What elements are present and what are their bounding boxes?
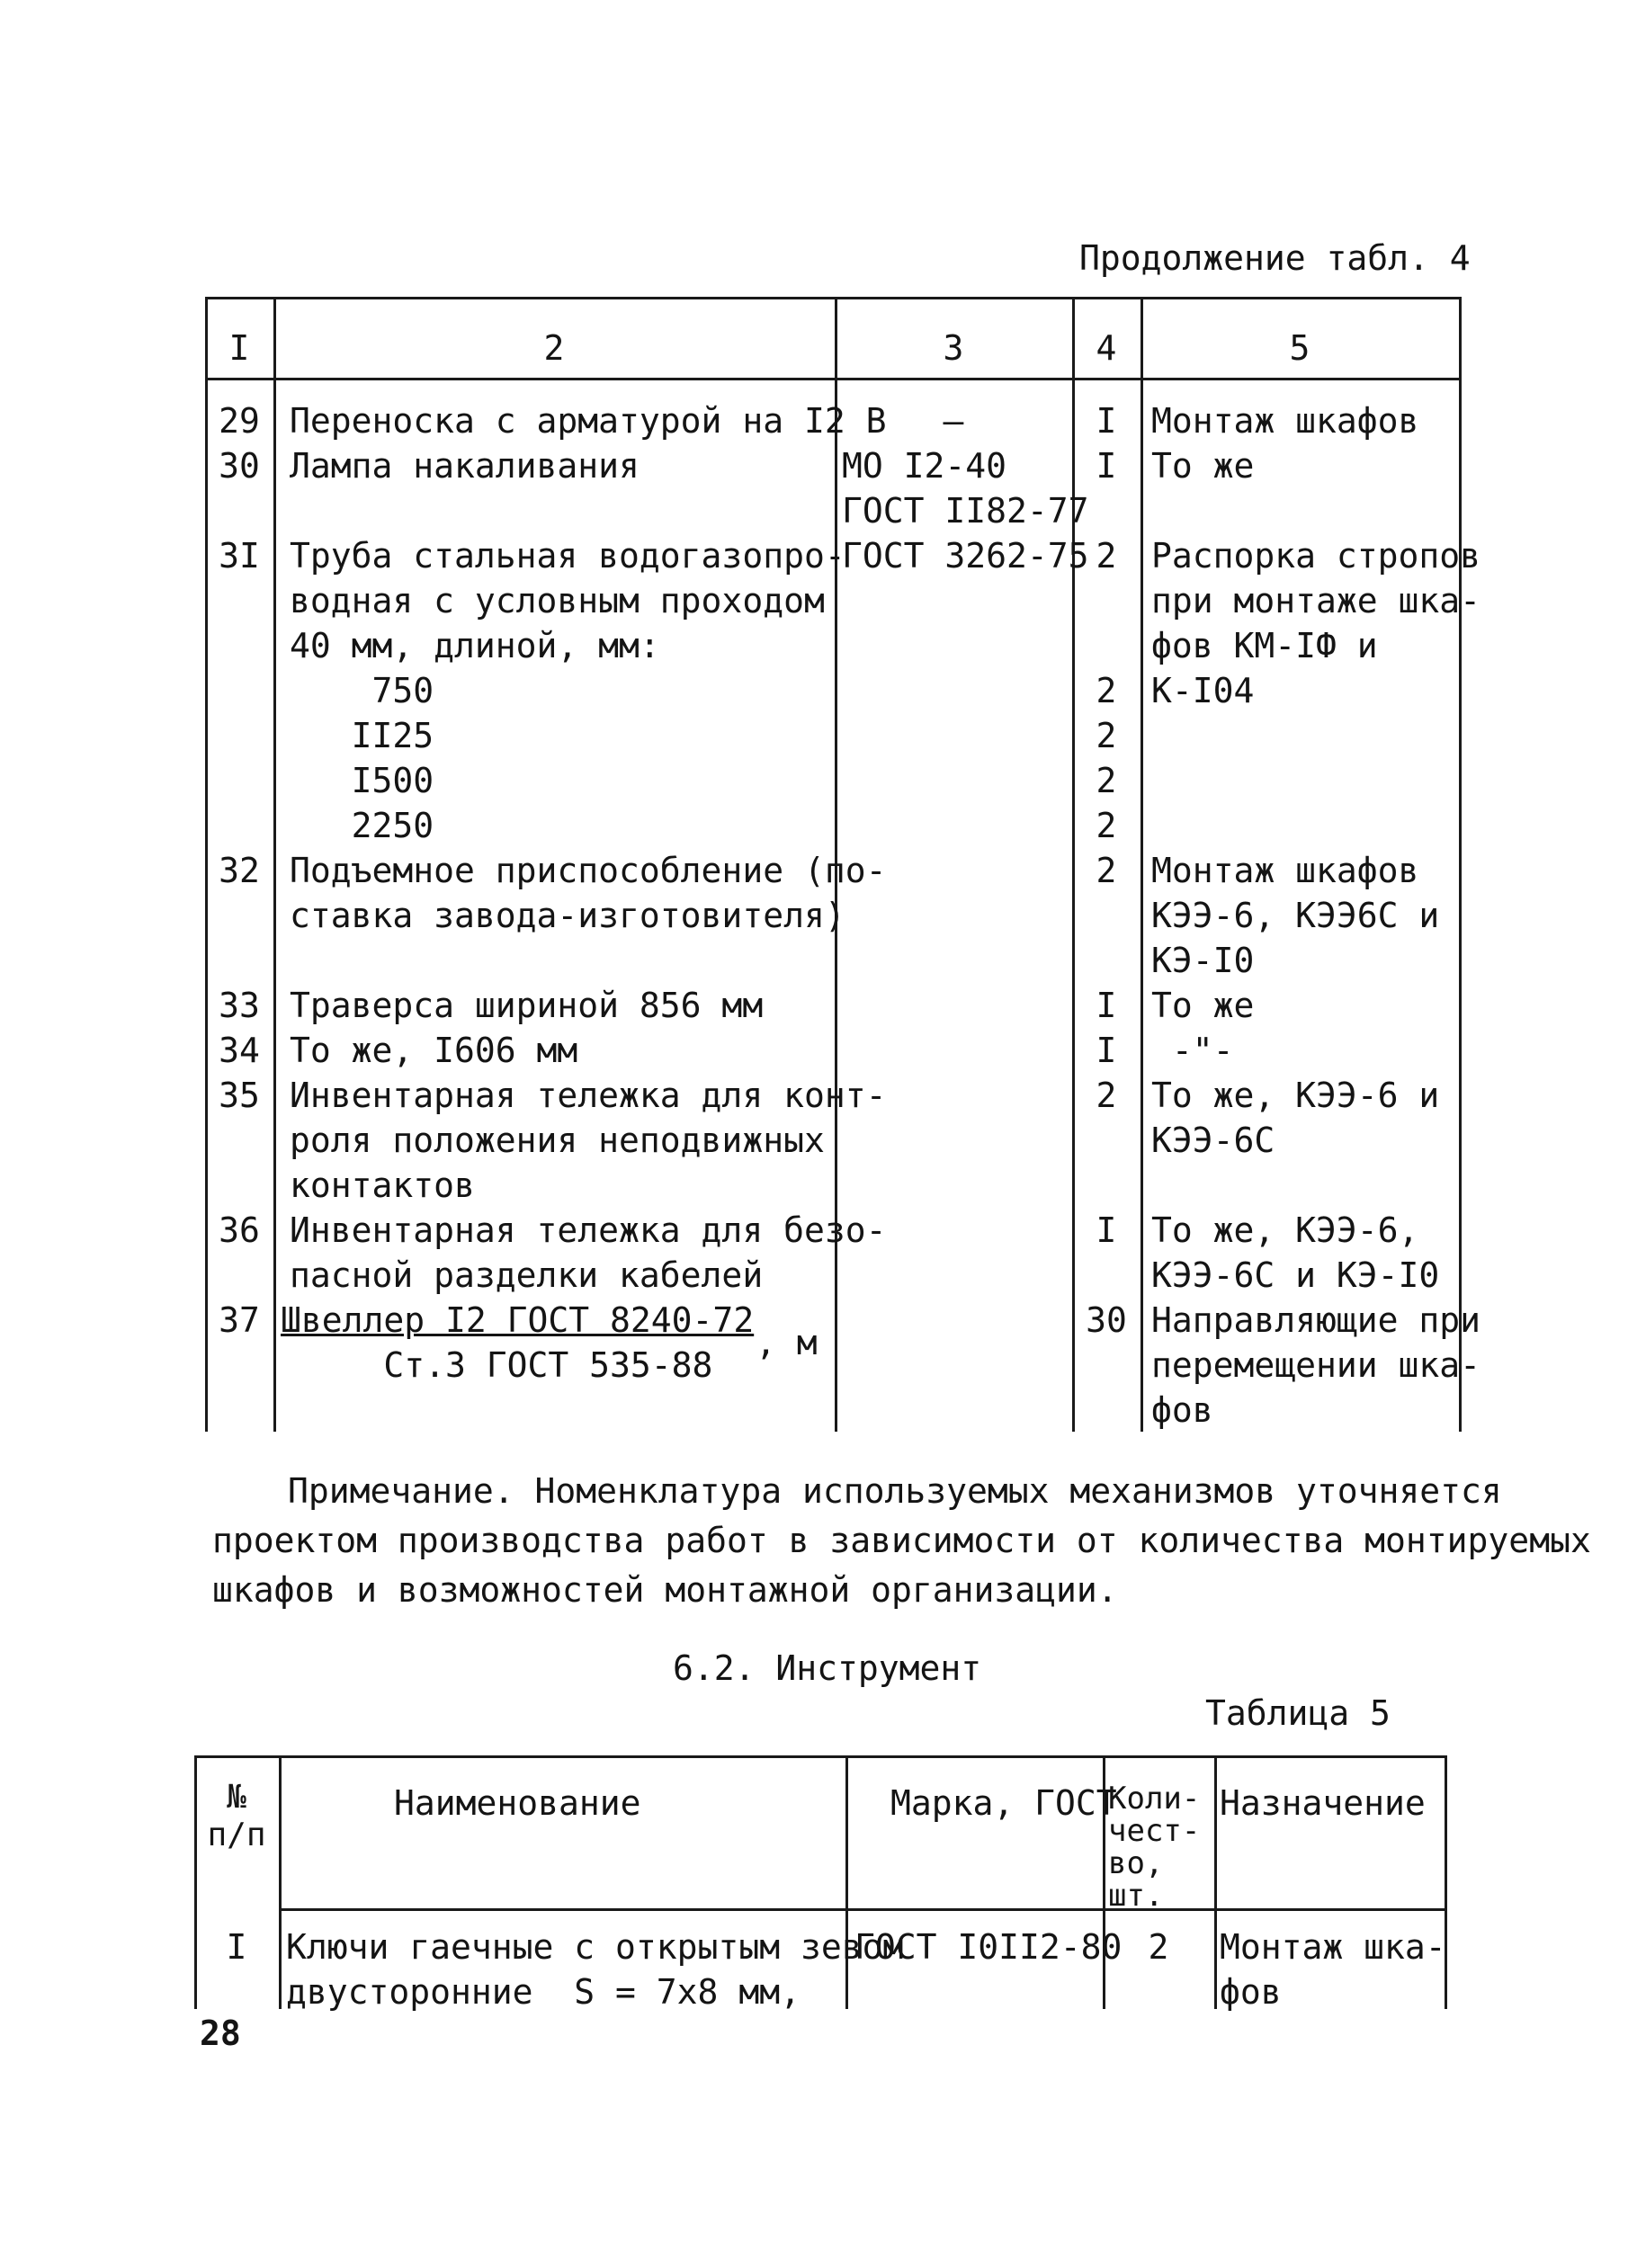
table4-col-divider xyxy=(273,297,276,1432)
table4-row-name: II25 xyxy=(290,716,434,755)
table5-row-mark: ГОСТ I0II2-80 xyxy=(854,1927,1123,1967)
table4-row-qty: 2 xyxy=(1096,806,1117,845)
table4-row-name: 2250 xyxy=(290,806,434,845)
table5-row-purpose: Монтаж шка- xyxy=(1220,1927,1446,1967)
table4-top-border xyxy=(205,297,1461,299)
table4-header-bottom-border xyxy=(205,378,1461,380)
table4-col-divider xyxy=(1459,297,1462,1432)
table5-row-purpose: фов xyxy=(1220,1972,1282,2012)
table4-row-purpose: перемещении шка- xyxy=(1151,1345,1481,1385)
table4-row-number: 29 xyxy=(219,401,260,441)
table5-row-qty: 2 xyxy=(1148,1927,1169,1967)
table4-row-name: I500 xyxy=(290,761,434,800)
table5-header-qty: Коли- чест- во, шт. xyxy=(1108,1781,1201,1914)
table4-row-name: 40 мм, длиной, мм: xyxy=(290,626,660,665)
table4-row-name: 750 xyxy=(290,671,434,710)
table4-row-purpose: Монтаж шкафов xyxy=(1151,401,1419,441)
note-line: шкафов и возможностей монтажной организации. xyxy=(212,1570,1118,1610)
table4-row-number: 34 xyxy=(219,1031,260,1070)
table4-row-number: 35 xyxy=(219,1076,260,1115)
table4-row-qty: I xyxy=(1096,401,1117,441)
table4-row-number: 33 xyxy=(219,986,260,1025)
note-line: проектом производства работ в зависимости от количества монтируемых xyxy=(212,1521,1591,1560)
table4-row-purpose: То же xyxy=(1151,446,1255,486)
table5-header-purpose: Назначение xyxy=(1220,1783,1426,1823)
table4-row-mark: МО I2-40 xyxy=(842,446,1007,486)
table4-row-number: 30 xyxy=(219,446,260,486)
table4-row-name: пасной разделки кабелей xyxy=(290,1255,764,1295)
table4-row-name: Инвентарная тележка для безо- xyxy=(290,1210,887,1250)
table4-row-purpose: фов КМ-IФ и xyxy=(1151,626,1378,665)
table4-row-qty: 30 xyxy=(1086,1300,1127,1340)
table4-row-name: Ст.3 ГОСТ 535-88 xyxy=(281,1345,713,1385)
table4-row-purpose: КЭ-I0 xyxy=(1151,941,1255,980)
table4-row-qty: I xyxy=(1096,986,1117,1025)
table4-row-purpose: при монтаже шка- xyxy=(1151,581,1481,621)
table5-col-divider xyxy=(279,1755,282,2009)
table4-row-purpose: Монтаж шкафов xyxy=(1151,851,1419,890)
table4-row-purpose: КЭЭ-6С и КЭ-I0 xyxy=(1151,1255,1440,1295)
table4-row-purpose: То же, КЭЭ-6 и xyxy=(1151,1076,1440,1115)
table5-top-border xyxy=(194,1755,1446,1758)
table4-row-purpose: То же, КЭЭ-6, xyxy=(1151,1210,1419,1250)
table5-col-divider xyxy=(1445,1755,1447,2009)
table4-header-5: 5 xyxy=(1289,328,1310,368)
table4-header-3: 3 xyxy=(943,328,964,368)
table4-row-name: роля положения неподвижных xyxy=(290,1121,825,1160)
table5-row-name: Ключи гаечные с открытым зевом xyxy=(286,1927,904,1967)
table4-row-number: 3I xyxy=(219,536,260,576)
table4-row-name: водная с условным проходом xyxy=(290,581,825,621)
table4-row-qty: 2 xyxy=(1096,671,1117,710)
table4-row-number: 37 xyxy=(219,1300,260,1340)
table4-row-purpose: КЭЭ-6, КЭЭ6С и xyxy=(1151,896,1440,935)
table4-row-name: Траверса шириной 856 мм xyxy=(290,986,764,1025)
table4-row-purpose: То же xyxy=(1151,986,1255,1025)
table4-row-mark: ГОСТ II82-77 xyxy=(842,491,1089,531)
table5-col-divider xyxy=(845,1755,848,2009)
table4-row-purpose: Направляющие при xyxy=(1151,1300,1481,1340)
table4-row-name-unit: , м xyxy=(756,1323,818,1362)
table4-row-qty: 2 xyxy=(1096,851,1117,890)
table4-row-qty: 2 xyxy=(1096,536,1117,576)
table5-row-number: I xyxy=(226,1927,247,1967)
table4-row-qty: I xyxy=(1096,1210,1117,1250)
table4-row-mark: — xyxy=(943,401,964,441)
continuation-label: Продолжение табл. 4 xyxy=(1079,238,1471,278)
table4-row-name: контактов xyxy=(290,1165,475,1205)
table4-row-number: 32 xyxy=(219,851,260,890)
table4-row-name: Подъемное приспособление (по- xyxy=(290,851,887,890)
table4-row-qty: 2 xyxy=(1096,1076,1117,1115)
table4-row-name: То же, I606 мм xyxy=(290,1031,578,1070)
table4-row-mark: ГОСТ 3262-75 xyxy=(842,536,1089,576)
table4-col-divider xyxy=(1141,297,1143,1432)
table4-row-name: Труба стальная водогазопро- xyxy=(290,536,845,576)
table5-row-name: двусторонние S = 7х8 мм, xyxy=(286,1972,801,2012)
table4-row-purpose: фов xyxy=(1151,1390,1213,1430)
table4-row-purpose: КЭЭ-6С xyxy=(1151,1121,1275,1160)
table5-header-mark: Марка, ГОСТ xyxy=(890,1783,1117,1823)
table4-row-qty: I xyxy=(1096,446,1117,486)
table4-header-4: 4 xyxy=(1096,328,1117,368)
table4-row-name: ставка завода-изготовителя) xyxy=(290,896,845,935)
table4-row-purpose: Распорка стропов xyxy=(1151,536,1481,576)
table5-header-number: № п/п xyxy=(207,1779,266,1853)
table4-row-name: Инвентарная тележка для конт- xyxy=(290,1076,887,1115)
table4-row-name: Лампа накаливания xyxy=(290,446,640,486)
page-number: 28 xyxy=(200,2014,241,2053)
table5-col-divider xyxy=(1214,1755,1217,2009)
table4-row-qty: 2 xyxy=(1096,716,1117,755)
table4-row-purpose: -"- xyxy=(1151,1031,1234,1070)
table4-header-2: 2 xyxy=(543,328,565,368)
table4-row-name: Швеллер I2 ГОСТ 8240-72 xyxy=(281,1300,755,1340)
table4-row-number: 36 xyxy=(219,1210,260,1250)
note-line: Примечание. Номенклатура используемых механизмов уточняется xyxy=(288,1471,1502,1511)
table5-header-bottom-border xyxy=(279,1908,1446,1911)
table4-row-qty: I xyxy=(1096,1031,1117,1070)
table4-row-purpose: К-I04 xyxy=(1151,671,1255,710)
table5-label: Таблица 5 xyxy=(1205,1693,1391,1733)
table4-row-qty: 2 xyxy=(1096,761,1117,800)
table5-header-name: Наименование xyxy=(394,1783,641,1823)
table4-header-1: I xyxy=(228,328,250,368)
table4-row-name: Переноска с арматурой на I2 В xyxy=(290,401,887,441)
section-title: 6.2. Инструмент xyxy=(673,1648,982,1688)
